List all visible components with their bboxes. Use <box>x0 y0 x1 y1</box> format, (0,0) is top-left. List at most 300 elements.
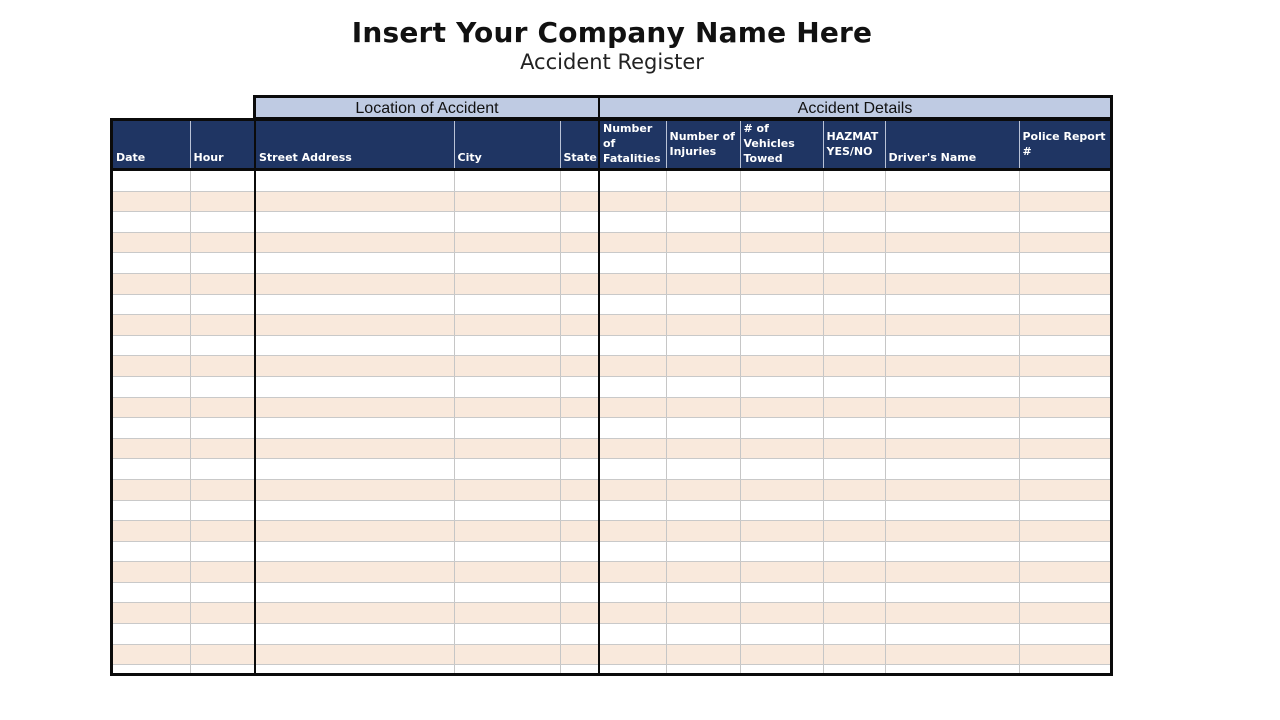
cell-street-address[interactable] <box>255 397 454 418</box>
cell-injuries[interactable] <box>666 541 740 562</box>
cell-state[interactable] <box>560 479 599 500</box>
cell-police-report[interactable] <box>1019 273 1110 294</box>
cell-fatalities[interactable] <box>599 253 666 274</box>
table-row <box>113 315 1110 336</box>
cell-date[interactable] <box>113 356 190 377</box>
cell-state[interactable] <box>560 232 599 253</box>
cell-police-report[interactable] <box>1019 582 1110 603</box>
cell-city[interactable] <box>454 191 560 212</box>
cell-vehicles-towed[interactable] <box>740 356 823 377</box>
cell-state[interactable] <box>560 253 599 274</box>
cell-fatalities[interactable] <box>599 665 666 676</box>
cell-date[interactable] <box>113 562 190 583</box>
cell-drivers-name[interactable] <box>885 438 1019 459</box>
cell-hour[interactable] <box>190 665 255 676</box>
cell-street-address[interactable] <box>255 418 454 439</box>
cell-state[interactable] <box>560 273 599 294</box>
cell-date[interactable] <box>113 418 190 439</box>
cell-police-report[interactable] <box>1019 644 1110 665</box>
cell-hazmat[interactable] <box>823 603 885 624</box>
cell-drivers-name[interactable] <box>885 665 1019 676</box>
cell-drivers-name[interactable] <box>885 335 1019 356</box>
cell-injuries[interactable] <box>666 562 740 583</box>
cell-fatalities[interactable] <box>599 232 666 253</box>
cell-drivers-name[interactable] <box>885 459 1019 480</box>
cell-vehicles-towed[interactable] <box>740 500 823 521</box>
cell-injuries[interactable] <box>666 665 740 676</box>
cell-street-address[interactable] <box>255 459 454 480</box>
table-row <box>113 541 1110 562</box>
header-hour: Hour <box>190 121 255 170</box>
cell-hazmat[interactable] <box>823 479 885 500</box>
cell-vehicles-towed[interactable] <box>740 644 823 665</box>
cell-fatalities[interactable] <box>599 479 666 500</box>
cell-city[interactable] <box>454 376 560 397</box>
cell-police-report[interactable] <box>1019 356 1110 377</box>
cell-hour[interactable] <box>190 191 255 212</box>
header-vehicles-towed <box>740 121 823 170</box>
cell-police-report[interactable] <box>1019 438 1110 459</box>
table-row <box>113 644 1110 665</box>
cell-vehicles-towed[interactable] <box>740 397 823 418</box>
cell-police-report[interactable] <box>1019 665 1110 676</box>
cell-hazmat[interactable] <box>823 212 885 233</box>
cell-drivers-name[interactable] <box>885 500 1019 521</box>
header-towed-line2: Towed <box>743 152 783 165</box>
cell-state[interactable] <box>560 376 599 397</box>
cell-city[interactable] <box>454 644 560 665</box>
cell-hazmat[interactable] <box>823 582 885 603</box>
cell-vehicles-towed[interactable] <box>740 603 823 624</box>
cell-injuries[interactable] <box>666 397 740 418</box>
cell-police-report[interactable] <box>1019 603 1110 624</box>
cell-fatalities[interactable] <box>599 376 666 397</box>
cell-fatalities[interactable] <box>599 603 666 624</box>
cell-street-address[interactable] <box>255 500 454 521</box>
cell-street-address[interactable] <box>255 521 454 542</box>
cell-fatalities[interactable] <box>599 459 666 480</box>
cell-date[interactable] <box>113 541 190 562</box>
cell-city[interactable] <box>454 335 560 356</box>
cell-fatalities[interactable] <box>599 191 666 212</box>
cell-city[interactable] <box>454 521 560 542</box>
cell-date[interactable] <box>113 521 190 542</box>
cell-state[interactable] <box>560 170 599 192</box>
header-injuries <box>666 121 740 170</box>
cell-hazmat[interactable] <box>823 294 885 315</box>
cell-street-address[interactable] <box>255 356 454 377</box>
cell-hour[interactable] <box>190 479 255 500</box>
cell-state[interactable] <box>560 356 599 377</box>
cell-drivers-name[interactable] <box>885 541 1019 562</box>
cell-injuries[interactable] <box>666 500 740 521</box>
cell-fatalities[interactable] <box>599 335 666 356</box>
cell-police-report[interactable] <box>1019 624 1110 645</box>
cell-hazmat[interactable] <box>823 191 885 212</box>
cell-city[interactable] <box>454 665 560 676</box>
cell-injuries[interactable] <box>666 376 740 397</box>
cell-police-report[interactable] <box>1019 541 1110 562</box>
header-city: City <box>454 121 560 170</box>
cell-police-report[interactable] <box>1019 253 1110 274</box>
cell-city[interactable] <box>454 356 560 377</box>
cell-injuries[interactable] <box>666 212 740 233</box>
cell-date[interactable] <box>113 603 190 624</box>
cell-police-report[interactable] <box>1019 232 1110 253</box>
cell-police-report[interactable] <box>1019 562 1110 583</box>
cell-state[interactable] <box>560 624 599 645</box>
cell-street-address[interactable] <box>255 541 454 562</box>
cell-street-address[interactable] <box>255 191 454 212</box>
cell-fatalities[interactable] <box>599 582 666 603</box>
cell-vehicles-towed[interactable] <box>740 418 823 439</box>
cell-hazmat[interactable] <box>823 438 885 459</box>
cell-hour[interactable] <box>190 562 255 583</box>
cell-hour[interactable] <box>190 459 255 480</box>
cell-vehicles-towed[interactable] <box>740 376 823 397</box>
cell-drivers-name[interactable] <box>885 294 1019 315</box>
cell-fatalities[interactable] <box>599 315 666 336</box>
cell-injuries[interactable] <box>666 603 740 624</box>
cell-state[interactable] <box>560 500 599 521</box>
cell-drivers-name[interactable] <box>885 479 1019 500</box>
cell-drivers-name[interactable] <box>885 273 1019 294</box>
header-fatalities-line2: Fatalities <box>603 152 661 165</box>
cell-hour[interactable] <box>190 603 255 624</box>
cell-police-report[interactable] <box>1019 212 1110 233</box>
cell-vehicles-towed[interactable] <box>740 541 823 562</box>
cell-city[interactable] <box>454 397 560 418</box>
cell-hour[interactable] <box>190 438 255 459</box>
company-name-title: Insert Your Company Name Here <box>351 16 873 49</box>
cell-street-address[interactable] <box>255 644 454 665</box>
cell-injuries[interactable] <box>666 273 740 294</box>
cell-vehicles-towed[interactable] <box>740 582 823 603</box>
cell-hour[interactable] <box>190 521 255 542</box>
cell-hazmat[interactable] <box>823 562 885 583</box>
cell-police-report[interactable] <box>1019 418 1110 439</box>
cell-date[interactable] <box>113 212 190 233</box>
cell-date[interactable] <box>113 170 190 192</box>
cell-police-report[interactable] <box>1019 315 1110 336</box>
cell-fatalities[interactable] <box>599 273 666 294</box>
cell-hazmat[interactable] <box>823 541 885 562</box>
cell-city[interactable] <box>454 170 560 192</box>
cell-vehicles-towed[interactable] <box>740 294 823 315</box>
cell-street-address[interactable] <box>255 294 454 315</box>
cell-hour[interactable] <box>190 376 255 397</box>
cell-hour[interactable] <box>190 644 255 665</box>
cell-drivers-name[interactable] <box>885 603 1019 624</box>
cell-hour[interactable] <box>190 418 255 439</box>
column-group-header <box>253 95 1113 120</box>
cell-date[interactable] <box>113 582 190 603</box>
cell-city[interactable] <box>454 438 560 459</box>
cell-city[interactable] <box>454 500 560 521</box>
cell-fatalities[interactable] <box>599 170 666 192</box>
cell-vehicles-towed[interactable] <box>740 232 823 253</box>
cell-state[interactable] <box>560 397 599 418</box>
cell-drivers-name[interactable] <box>885 562 1019 583</box>
cell-vehicles-towed[interactable] <box>740 212 823 233</box>
cell-date[interactable] <box>113 294 190 315</box>
cell-fatalities[interactable] <box>599 356 666 377</box>
cell-fatalities[interactable] <box>599 541 666 562</box>
cell-police-report[interactable] <box>1019 191 1110 212</box>
cell-drivers-name[interactable] <box>885 624 1019 645</box>
cell-date[interactable] <box>113 335 190 356</box>
cell-street-address[interactable] <box>255 624 454 645</box>
cell-city[interactable] <box>454 418 560 439</box>
cell-fatalities[interactable] <box>599 397 666 418</box>
cell-street-address[interactable] <box>255 273 454 294</box>
cell-vehicles-towed[interactable] <box>740 315 823 336</box>
cell-injuries[interactable] <box>666 459 740 480</box>
cell-hazmat[interactable] <box>823 521 885 542</box>
cell-vehicles-towed[interactable] <box>740 624 823 645</box>
cell-hour[interactable] <box>190 397 255 418</box>
cell-street-address[interactable] <box>255 562 454 583</box>
cell-state[interactable] <box>560 335 599 356</box>
cell-street-address[interactable] <box>255 232 454 253</box>
table-row <box>113 212 1110 233</box>
cell-vehicles-towed[interactable] <box>740 459 823 480</box>
cell-injuries[interactable] <box>666 335 740 356</box>
cell-vehicles-towed[interactable] <box>740 170 823 192</box>
cell-hazmat[interactable] <box>823 273 885 294</box>
cell-date[interactable] <box>113 253 190 274</box>
cell-hazmat[interactable] <box>823 459 885 480</box>
cell-state[interactable] <box>560 665 599 676</box>
cell-injuries[interactable] <box>666 418 740 439</box>
cell-vehicles-towed[interactable] <box>740 665 823 676</box>
cell-date[interactable] <box>113 644 190 665</box>
cell-drivers-name[interactable] <box>885 315 1019 336</box>
cell-date[interactable] <box>113 438 190 459</box>
cell-hour[interactable] <box>190 624 255 645</box>
header-towed-line1: # of Vehicles <box>743 122 795 150</box>
cell-police-report[interactable] <box>1019 376 1110 397</box>
cell-state[interactable] <box>560 315 599 336</box>
cell-hour[interactable] <box>190 315 255 336</box>
cell-hour[interactable] <box>190 294 255 315</box>
cell-date[interactable] <box>113 624 190 645</box>
cell-police-report[interactable] <box>1019 397 1110 418</box>
cell-city[interactable] <box>454 294 560 315</box>
cell-injuries[interactable] <box>666 582 740 603</box>
cell-hour[interactable] <box>190 335 255 356</box>
cell-state[interactable] <box>560 562 599 583</box>
cell-drivers-name[interactable] <box>885 191 1019 212</box>
cell-hazmat[interactable] <box>823 356 885 377</box>
cell-city[interactable] <box>454 232 560 253</box>
cell-fatalities[interactable] <box>599 500 666 521</box>
cell-drivers-name[interactable] <box>885 644 1019 665</box>
cell-injuries[interactable] <box>666 253 740 274</box>
cell-injuries[interactable] <box>666 624 740 645</box>
cell-injuries[interactable] <box>666 644 740 665</box>
cell-hour[interactable] <box>190 500 255 521</box>
cell-hazmat[interactable] <box>823 232 885 253</box>
cell-date[interactable] <box>113 500 190 521</box>
cell-fatalities[interactable] <box>599 438 666 459</box>
cell-vehicles-towed[interactable] <box>740 479 823 500</box>
cell-hazmat[interactable] <box>823 170 885 192</box>
cell-drivers-name[interactable] <box>885 582 1019 603</box>
cell-fatalities[interactable] <box>599 418 666 439</box>
table-row <box>113 335 1110 356</box>
cell-street-address[interactable] <box>255 582 454 603</box>
cell-vehicles-towed[interactable] <box>740 273 823 294</box>
cell-hour[interactable] <box>190 541 255 562</box>
cell-hazmat[interactable] <box>823 644 885 665</box>
cell-date[interactable] <box>113 273 190 294</box>
cell-city[interactable] <box>454 582 560 603</box>
cell-city[interactable] <box>454 253 560 274</box>
cell-city[interactable] <box>454 459 560 480</box>
cell-state[interactable] <box>560 191 599 212</box>
cell-street-address[interactable] <box>255 438 454 459</box>
cell-state[interactable] <box>560 521 599 542</box>
cell-state[interactable] <box>560 459 599 480</box>
cell-city[interactable] <box>454 603 560 624</box>
cell-street-address[interactable] <box>255 212 454 233</box>
cell-drivers-name[interactable] <box>885 521 1019 542</box>
cell-street-address[interactable] <box>255 479 454 500</box>
cell-police-report[interactable] <box>1019 459 1110 480</box>
cell-street-address[interactable] <box>255 603 454 624</box>
cell-police-report[interactable] <box>1019 170 1110 192</box>
cell-date[interactable] <box>113 232 190 253</box>
cell-drivers-name[interactable] <box>885 418 1019 439</box>
cell-hour[interactable] <box>190 253 255 274</box>
cell-state[interactable] <box>560 541 599 562</box>
cell-vehicles-towed[interactable] <box>740 521 823 542</box>
cell-city[interactable] <box>454 315 560 336</box>
cell-injuries[interactable] <box>666 315 740 336</box>
header-date: Date <box>113 121 190 170</box>
cell-injuries[interactable] <box>666 356 740 377</box>
cell-date[interactable] <box>113 376 190 397</box>
cell-date[interactable] <box>113 397 190 418</box>
cell-fatalities[interactable] <box>599 624 666 645</box>
cell-police-report[interactable] <box>1019 294 1110 315</box>
cell-injuries[interactable] <box>666 232 740 253</box>
cell-police-report[interactable] <box>1019 479 1110 500</box>
cell-vehicles-towed[interactable] <box>740 562 823 583</box>
cell-drivers-name[interactable] <box>885 376 1019 397</box>
cell-street-address[interactable] <box>255 315 454 336</box>
cell-city[interactable] <box>454 479 560 500</box>
cell-vehicles-towed[interactable] <box>740 253 823 274</box>
cell-police-report[interactable] <box>1019 335 1110 356</box>
cell-vehicles-towed[interactable] <box>740 438 823 459</box>
table-row <box>113 500 1110 521</box>
cell-drivers-name[interactable] <box>885 170 1019 192</box>
cell-hazmat[interactable] <box>823 376 885 397</box>
header-fatalities-line1: Number of <box>603 122 653 150</box>
cell-injuries[interactable] <box>666 521 740 542</box>
cell-date[interactable] <box>113 459 190 480</box>
cell-hazmat[interactable] <box>823 665 885 676</box>
cell-state[interactable] <box>560 644 599 665</box>
cell-date[interactable] <box>113 665 190 676</box>
cell-fatalities[interactable] <box>599 521 666 542</box>
cell-hour[interactable] <box>190 232 255 253</box>
cell-state[interactable] <box>560 603 599 624</box>
table-row <box>113 582 1110 603</box>
cell-drivers-name[interactable] <box>885 356 1019 377</box>
cell-hazmat[interactable] <box>823 335 885 356</box>
cell-injuries[interactable] <box>666 191 740 212</box>
cell-fatalities[interactable] <box>599 212 666 233</box>
cell-hazmat[interactable] <box>823 418 885 439</box>
cell-drivers-name[interactable] <box>885 397 1019 418</box>
cell-police-report[interactable] <box>1019 500 1110 521</box>
cell-street-address[interactable] <box>255 170 454 192</box>
cell-hazmat[interactable] <box>823 624 885 645</box>
cell-state[interactable] <box>560 418 599 439</box>
cell-street-address[interactable] <box>255 665 454 676</box>
cell-injuries[interactable] <box>666 170 740 192</box>
cell-hour[interactable] <box>190 212 255 233</box>
cell-fatalities[interactable] <box>599 644 666 665</box>
header-fatalities <box>599 121 666 170</box>
cell-fatalities[interactable] <box>599 562 666 583</box>
cell-city[interactable] <box>454 273 560 294</box>
cell-hour[interactable] <box>190 170 255 192</box>
cell-state[interactable] <box>560 294 599 315</box>
cell-vehicles-towed[interactable] <box>740 191 823 212</box>
cell-injuries[interactable] <box>666 479 740 500</box>
cell-hazmat[interactable] <box>823 253 885 274</box>
cell-drivers-name[interactable] <box>885 232 1019 253</box>
cell-police-report[interactable] <box>1019 521 1110 542</box>
cell-city[interactable] <box>454 541 560 562</box>
cell-city[interactable] <box>454 212 560 233</box>
cell-hazmat[interactable] <box>823 500 885 521</box>
cell-drivers-name[interactable] <box>885 212 1019 233</box>
cell-hour[interactable] <box>190 356 255 377</box>
cell-city[interactable] <box>454 624 560 645</box>
cell-street-address[interactable] <box>255 335 454 356</box>
table-row <box>113 273 1110 294</box>
cell-vehicles-towed[interactable] <box>740 335 823 356</box>
cell-state[interactable] <box>560 582 599 603</box>
cell-city[interactable] <box>454 562 560 583</box>
cell-street-address[interactable] <box>255 376 454 397</box>
cell-date[interactable] <box>113 191 190 212</box>
group-accident-details: Accident Details <box>797 100 913 117</box>
cell-hazmat[interactable] <box>823 315 885 336</box>
cell-hour[interactable] <box>190 582 255 603</box>
table-row <box>113 665 1110 676</box>
table-row <box>113 191 1110 212</box>
cell-state[interactable] <box>560 212 599 233</box>
cell-date[interactable] <box>113 479 190 500</box>
cell-hazmat[interactable] <box>823 397 885 418</box>
accident-register-table <box>110 118 1113 676</box>
cell-fatalities[interactable] <box>599 294 666 315</box>
header-hazmat-line1: HAZMAT <box>826 129 879 143</box>
cell-injuries[interactable] <box>666 438 740 459</box>
cell-street-address[interactable] <box>255 253 454 274</box>
cell-injuries[interactable] <box>666 294 740 315</box>
cell-date[interactable] <box>113 315 190 336</box>
cell-drivers-name[interactable] <box>885 253 1019 274</box>
cell-hour[interactable] <box>190 273 255 294</box>
cell-state[interactable] <box>560 438 599 459</box>
